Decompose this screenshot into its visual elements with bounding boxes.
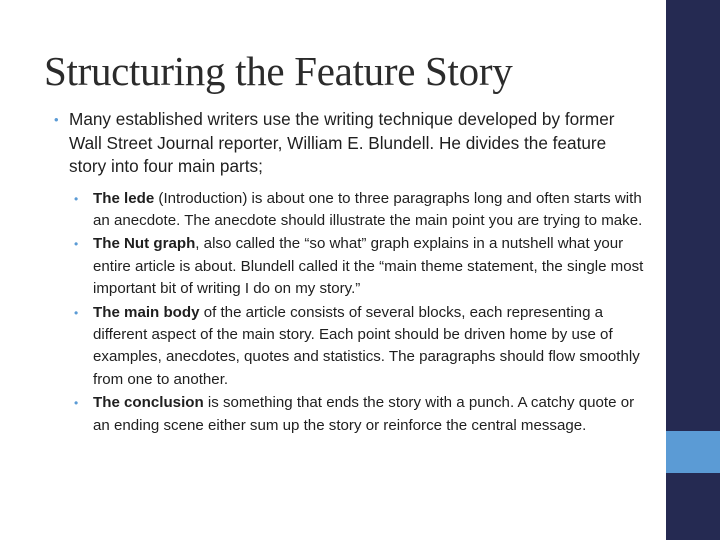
intro-text: Many established writers use the writing technique developed by former Wall Street Journal reporter, William E. Blundell. He divides the feature story into four main parts;	[69, 109, 615, 176]
part-item-main-body	[74, 302, 644, 392]
part-item-nut-graph	[74, 233, 644, 300]
side-panel-bottom-band	[666, 473, 720, 540]
side-panel-accent-band	[666, 431, 720, 473]
bullet-marker-icon: •	[54, 112, 59, 127]
intro-bullet	[54, 108, 644, 179]
part-term: The main body	[93, 303, 200, 321]
part-item-conclusion	[74, 392, 644, 437]
part-description: , also called the “so what” graph explains in a nutshell what your entire article is about. Blundell called it the “main theme statement, the single most important bit of writing I do on my story.”	[93, 235, 644, 298]
part-term: The Nut graph	[93, 235, 196, 253]
bullet-marker-icon: •	[74, 191, 79, 206]
bullet-marker-icon: •	[74, 396, 79, 411]
slide-body	[54, 108, 644, 438]
part-description: (Introduction) is about one to three paragraphs long and often starts with an anecdote. The anecdote should illustrate the main point you are trying to make.	[93, 189, 643, 229]
part-description: is something that ends the story with a punch. A catchy quote or an ending scene either sum up the story or reinforce the central message.	[93, 394, 635, 434]
part-term: The lede	[93, 189, 155, 207]
bullet-marker-icon: •	[74, 305, 79, 320]
side-decoration-panel	[666, 0, 720, 540]
side-panel-top-band	[666, 0, 720, 431]
part-term: The conclusion	[93, 394, 204, 412]
slide-title: Structuring the Feature Story	[44, 48, 513, 94]
part-description: of the article consists of several blocks, each representing a different aspect of the main story. Each point should be driven home by use of examples, anecdotes, quotes and statistics. The paragraphs should flow smoothly from one to another.	[93, 303, 640, 388]
part-item-lede	[74, 188, 644, 233]
bullet-marker-icon: •	[74, 237, 79, 252]
feature-parts-list	[54, 188, 644, 437]
